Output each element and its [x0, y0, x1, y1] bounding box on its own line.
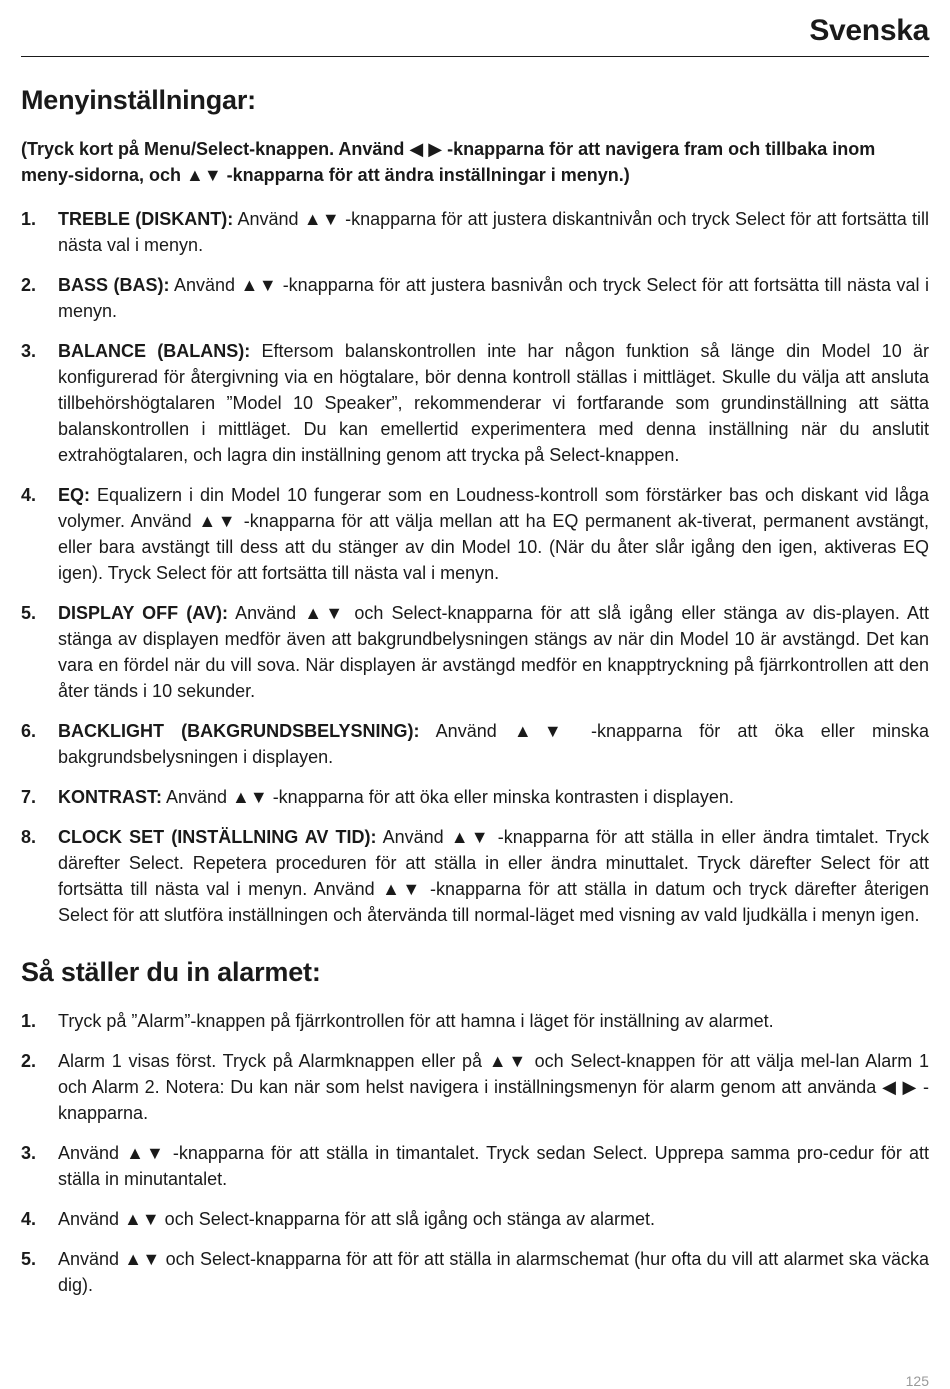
- alarm-settings-title: Så ställer du in alarmet:: [21, 956, 321, 987]
- item-text: Använd ▲▼ -knapparna för att justera diskantnivån och tryck Select för att fortsätta till nästa val i menyn.: [58, 208, 930, 255]
- page-number: 125: [905, 1373, 929, 1389]
- page-content: [21, 84, 929, 1312]
- menu-settings-intro: (Tryck kort på Menu/Select-knappen. Använd ◀ ▶ -knapparna för att navigera fram och tillbaka inom meny-sidorna, och ▲▼ -knapparna för att ändra inställningar i menyn.): [21, 138, 876, 185]
- item-text: Använd ▲▼ och Select-knapparna för att för att ställa in alarmschemat (hur ofta du vill att alarmet ska väcka dig).: [58, 1248, 929, 1295]
- item-number: 8.: [21, 826, 37, 847]
- list-item: [21, 1246, 929, 1298]
- item-text: Använd ▲▼ och Select-knapparna för att slå igång eller stänga av dis-playen. Att stänga av displayen medför även att bakgrundbelysningen stängs av när din Model 10 är avstängd. Det kan vara en fördel när du vill sova. När displayen är avstängd medför en knapptryckning på fjärrkontrollen att den åter tänds i 10 sekunder.: [58, 602, 929, 701]
- list-item: [21, 1206, 929, 1232]
- item-number: 1.: [21, 208, 37, 229]
- item-text: Använd ▲▼ -knapparna för att ställa in timantalet. Tryck sedan Select. Upprepa samma pro-cedur för att ställa in minutantalet.: [58, 1142, 929, 1189]
- list-item: [21, 600, 929, 704]
- item-term: TREBLE (DISKANT):: [58, 208, 234, 229]
- item-text: Använd ▲▼ -knapparna för att ställa in eller ändra timtalet. Tryck därefter Select. Repetera proceduren för att ställa in eller ändra minuttalet. Tryck därefter Select för att fortsätta till nästa val i menyn. Använd ▲▼ -knapparna för att ställa in datum och tryck därefter återigen Select för att slutföra inställningen och återvända till normal-läget med visning av vald ljudkälla i menyn igen.: [58, 826, 929, 925]
- list-item: [21, 1008, 929, 1034]
- item-term: BALANCE (BALANS):: [58, 340, 251, 361]
- item-text: Använd ▲▼ och Select-knapparna för att slå igång och stänga av alarmet.: [58, 1208, 655, 1229]
- list-item: [21, 482, 929, 586]
- item-number: 3.: [21, 1142, 37, 1163]
- list-item: [21, 1140, 929, 1192]
- item-text: Alarm 1 visas först. Tryck på Alarmknappen eller på ▲▼ och Select-knappen för att välja mel-lan Alarm 1 och Alarm 2. Notera: Du kan när som helst navigera i inställningsmenyn för alarm genom att använda ◀ ▶ -knapparna.: [58, 1050, 929, 1123]
- item-text: Använd ▲▼ -knapparna för att öka eller minska bakgrundsbelysningen i displayen.: [58, 720, 929, 767]
- list-item: [21, 784, 929, 810]
- item-text: Eftersom balanskontrollen inte har någon funktion så länge din Model 10 är konfigurerad för återgivning via en högtalare, bör denna kontroll ställas i mittläget. Skulle du välja att ansluta tillbehörshögtalaren ”Model 10 Speaker”, rekommenderar vi fortfarande som grundinställning att sätta balanskontrollen i mittläget. Du kan emellertid experimentera med denna inställning när du anslutit extrahögtalaren, och lagra din inställning genom att trycka på Select-knappen.: [58, 340, 929, 465]
- item-term: KONTRAST:: [58, 786, 162, 807]
- menu-settings-list: [21, 206, 929, 928]
- item-text: Använd ▲▼ -knapparna för att justera basnivån och tryck Select för att fortsätta till nästa val i menyn.: [58, 274, 929, 321]
- item-text: Tryck på ”Alarm”-knappen på fjärrkontrollen för att hamna i läget för inställning av alarmet.: [58, 1010, 774, 1031]
- item-number: 4.: [21, 1208, 37, 1229]
- item-number: 1.: [21, 1010, 37, 1031]
- list-item: [21, 824, 929, 928]
- item-term: BACKLIGHT (BAKGRUNDSBELYSNING):: [58, 720, 420, 741]
- item-text: Equalizern i din Model 10 fungerar som en Loudness-kontroll som förstärker bas och diskant vid låga volymer. Använd ▲▼ -knapparna för att välja mellan att ha EQ permanent ak-tiverat, permanent avstängt, eller bara avstängt till dess att du stänger av din Model 10. (När du åter slår igång den igen, aktiveras EQ igen). Tryck Select för att fortsätta till nästa val i menyn.: [58, 484, 929, 583]
- item-term: DISPLAY OFF (AV):: [58, 602, 228, 623]
- item-text: Använd ▲▼ -knapparna för att öka eller minska kontrasten i displayen.: [162, 786, 734, 807]
- item-term: EQ:: [58, 484, 91, 505]
- item-number: 2.: [21, 1050, 37, 1071]
- item-number: 5.: [21, 602, 37, 623]
- item-number: 7.: [21, 786, 37, 807]
- item-number: 2.: [21, 274, 37, 295]
- menu-settings-title: Menyinställningar:: [21, 85, 256, 115]
- item-number: 6.: [21, 720, 37, 741]
- item-number: 5.: [21, 1248, 37, 1269]
- item-term: BASS (BAS):: [58, 274, 170, 295]
- language-header: Svenska: [809, 14, 929, 47]
- list-item: [21, 206, 929, 258]
- item-term: CLOCK SET (INSTÄLLNING AV TID):: [58, 826, 377, 847]
- list-item: [21, 338, 929, 468]
- item-number: 3.: [21, 340, 37, 361]
- list-item: [21, 272, 929, 324]
- header-divider: [21, 56, 929, 57]
- alarm-settings-list: [21, 1008, 929, 1298]
- list-item: [21, 718, 929, 770]
- list-item: [21, 1048, 929, 1126]
- item-number: 4.: [21, 484, 37, 505]
